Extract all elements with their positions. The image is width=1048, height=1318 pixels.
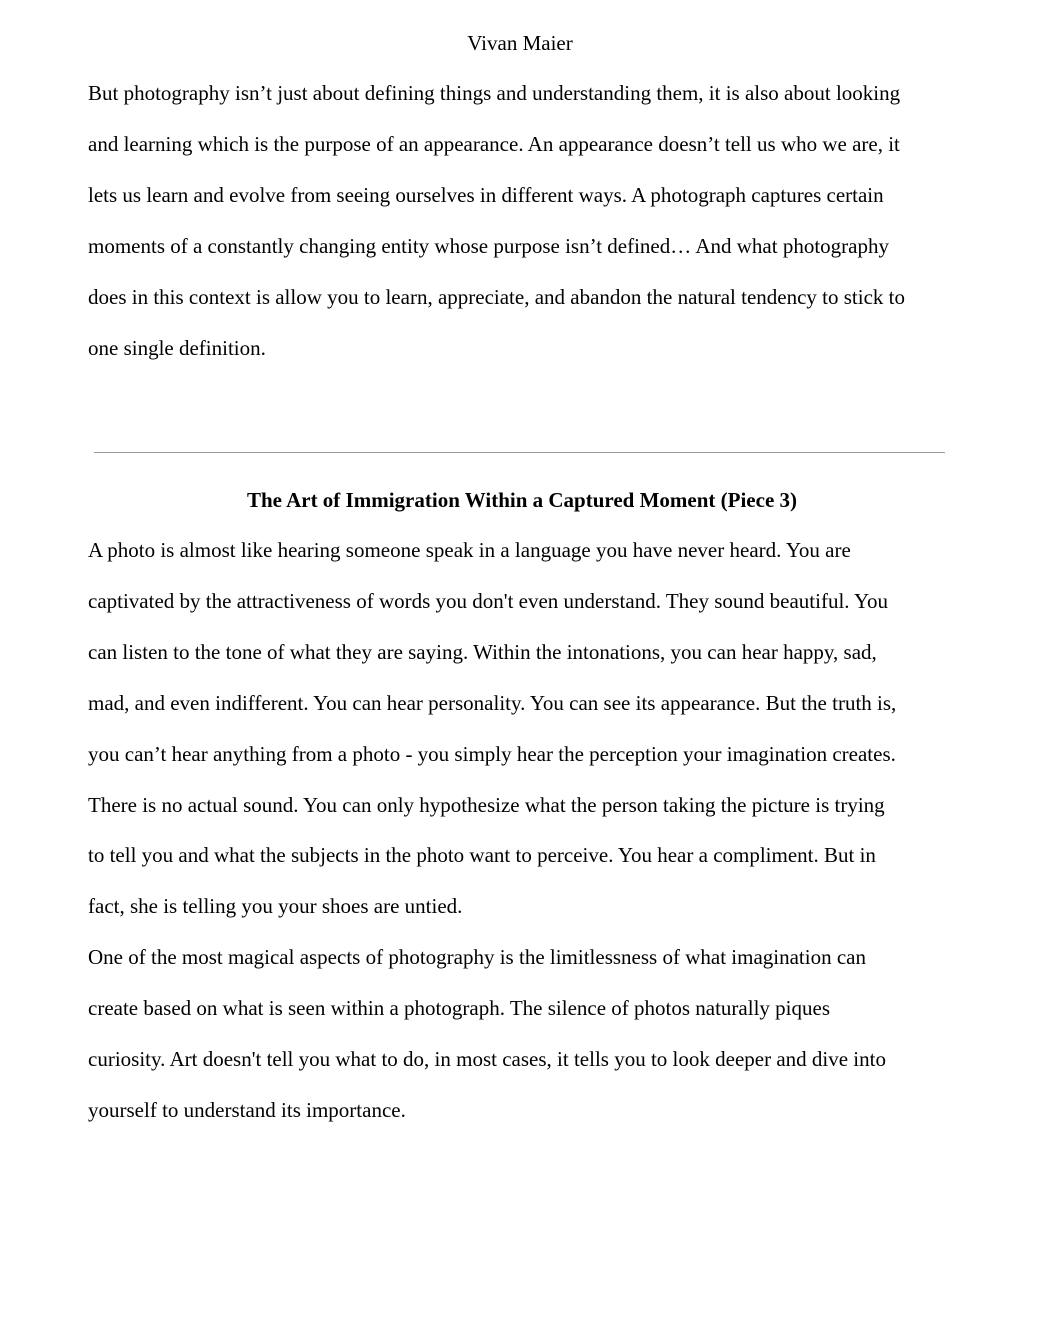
intro-paragraph [88, 68, 958, 373]
text-line: captivated by the attractiveness of words you don't even understand. They sound beautiful. You [88, 588, 889, 613]
text-line: fact, she is telling you your shoes are untied. [88, 894, 463, 919]
text-line: you can’t hear anything from a photo - you simply hear the perception your imagination creates. [88, 741, 896, 766]
text-line: does in this context is allow you to learn, appreciate, and abandon the natural tendency to stick to [88, 284, 906, 309]
text-line: yourself to understand its importance. [88, 1097, 406, 1122]
text-line: one single definition. [88, 335, 266, 360]
section-body [88, 525, 958, 1136]
text-line: But photography isn’t just about defining things and understanding them, it is also about looking [88, 81, 901, 105]
text-line: A photo is almost like hearing someone speak in a language you have never heard. You are [88, 538, 851, 562]
text-line: create based on what is seen within a photograph. The silence of photos naturally piques [88, 996, 830, 1021]
text-line: One of the most magical aspects of photography is the limitlessness of what imagination can [88, 945, 866, 970]
running-title: Vivan Maier [467, 31, 573, 55]
section-heading: The Art of Immigration Within a Captured Moment (Piece 3) [246, 488, 798, 512]
text-line: moments of a constantly changing entity whose purpose isn’t defined… And what photography [88, 233, 889, 258]
text-line: There is no actual sound. You can only hypothesize what the person taking the picture is trying [88, 792, 885, 817]
text-line: lets us learn and evolve from seeing ourselves in different ways. A photograph captures certain [88, 182, 884, 207]
text-line: and learning which is the purpose of an appearance. An appearance doesn’t tell us who we are, it [88, 131, 900, 156]
text-line: curiosity. Art doesn't tell you what to do, in most cases, it tells you to look deeper and dive into [88, 1047, 886, 1072]
text-line: can listen to the tone of what they are saying. Within the intonations, you can hear happy, sad, [88, 639, 877, 664]
text-line: to tell you and what the subjects in the photo want to perceive. You hear a compliment. But in [88, 843, 876, 868]
horizontal-divider [94, 452, 945, 453]
text-line: mad, and even indifferent. You can hear personality. You can see its appearance. But the truth is, [88, 690, 897, 715]
